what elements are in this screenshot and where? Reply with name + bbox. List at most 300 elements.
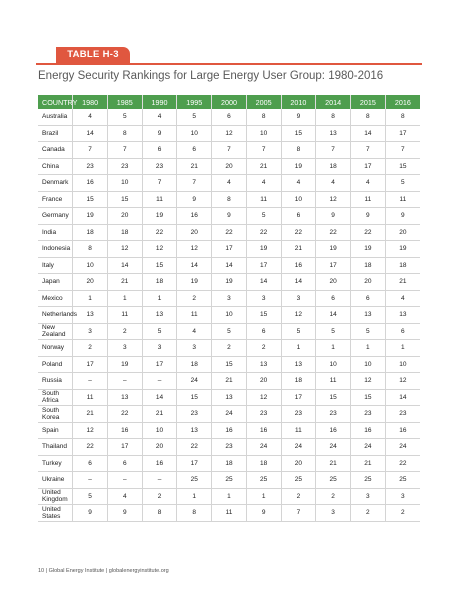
- rank-cell: 5: [246, 208, 281, 225]
- table-label-badge: TABLE H-3: [56, 47, 130, 63]
- rank-cell: 9: [212, 208, 247, 225]
- rank-cell: 3: [177, 340, 212, 357]
- rank-cell: 20: [212, 158, 247, 175]
- rank-cell: –: [142, 472, 177, 489]
- country-cell: New Zealand: [38, 323, 73, 340]
- rank-cell: 18: [73, 224, 108, 241]
- rank-cell: 2: [142, 488, 177, 505]
- rank-cell: 22: [316, 224, 351, 241]
- rank-cell: 2: [212, 340, 247, 357]
- rank-cell: 11: [281, 422, 316, 439]
- rank-cell: 11: [316, 373, 351, 390]
- rank-cell: 21: [246, 158, 281, 175]
- rank-cell: 7: [142, 175, 177, 192]
- table-row: [38, 191, 420, 208]
- rank-cell: 10: [212, 307, 247, 324]
- rank-cell: 14: [385, 389, 420, 406]
- rank-cell: 5: [281, 323, 316, 340]
- rank-cell: 7: [281, 505, 316, 522]
- rank-cell: 7: [246, 142, 281, 159]
- rank-cell: 8: [177, 505, 212, 522]
- country-cell: Italy: [38, 257, 73, 274]
- rank-cell: 11: [350, 191, 385, 208]
- rank-cell: 8: [212, 191, 247, 208]
- rank-cell: 16: [212, 422, 247, 439]
- table-row: [38, 455, 420, 472]
- rank-cell: 9: [385, 208, 420, 225]
- rank-cell: 14: [177, 257, 212, 274]
- rank-cell: 21: [350, 455, 385, 472]
- rank-cell: 9: [142, 125, 177, 142]
- rank-cell: 17: [142, 356, 177, 373]
- rank-cell: 20: [281, 455, 316, 472]
- page-footer: 10 | Global Energy Institute | globalenergyinstitute.org: [38, 568, 169, 574]
- rank-cell: 5: [212, 323, 247, 340]
- rank-cell: 23: [316, 406, 351, 423]
- table-row: [38, 307, 420, 324]
- rank-cell: 6: [107, 455, 142, 472]
- rank-cell: 7: [212, 142, 247, 159]
- rank-cell: 19: [316, 241, 351, 258]
- rank-cell: –: [107, 472, 142, 489]
- rank-cell: 12: [281, 307, 316, 324]
- table-row: [38, 208, 420, 225]
- rank-cell: 6: [316, 290, 351, 307]
- rank-cell: 20: [350, 274, 385, 291]
- rank-cell: 20: [316, 274, 351, 291]
- rank-cell: 4: [350, 175, 385, 192]
- rank-cell: 19: [177, 274, 212, 291]
- country-cell: Turkey: [38, 455, 73, 472]
- table-row: [38, 224, 420, 241]
- rank-cell: 4: [142, 109, 177, 125]
- rank-cell: 15: [316, 389, 351, 406]
- rank-cell: 17: [246, 257, 281, 274]
- country-cell: Denmark: [38, 175, 73, 192]
- rank-cell: 19: [212, 274, 247, 291]
- rank-cell: 2: [350, 505, 385, 522]
- rank-cell: 13: [316, 125, 351, 142]
- rank-cell: 6: [212, 109, 247, 125]
- rank-cell: 21: [281, 241, 316, 258]
- column-header-year: 2000: [212, 95, 247, 109]
- rank-cell: 23: [212, 439, 247, 456]
- rank-cell: 15: [281, 125, 316, 142]
- column-header-year: 2015: [350, 95, 385, 109]
- rank-cell: 2: [177, 290, 212, 307]
- rank-cell: 21: [316, 455, 351, 472]
- rank-cell: 21: [142, 406, 177, 423]
- rank-cell: 11: [246, 191, 281, 208]
- column-header-year: 1995: [177, 95, 212, 109]
- rank-cell: 13: [385, 307, 420, 324]
- rank-cell: 22: [385, 455, 420, 472]
- rank-cell: 11: [142, 191, 177, 208]
- rank-cell: 12: [385, 373, 420, 390]
- rank-cell: 23: [107, 158, 142, 175]
- rank-cell: 23: [142, 158, 177, 175]
- rank-cell: 4: [316, 175, 351, 192]
- rank-cell: –: [73, 472, 108, 489]
- rank-cell: 20: [177, 224, 212, 241]
- rank-cell: 9: [73, 505, 108, 522]
- rank-cell: 3: [107, 340, 142, 357]
- rank-cell: 10: [350, 356, 385, 373]
- title-rule: [36, 63, 422, 65]
- rank-cell: 2: [316, 488, 351, 505]
- rank-cell: 2: [107, 323, 142, 340]
- rank-cell: 2: [281, 488, 316, 505]
- rank-cell: 22: [177, 439, 212, 456]
- rank-cell: 22: [246, 224, 281, 241]
- rank-cell: 14: [350, 125, 385, 142]
- rank-cell: 7: [316, 142, 351, 159]
- rank-cell: 10: [316, 356, 351, 373]
- rank-cell: 1: [350, 340, 385, 357]
- rank-cell: 10: [281, 191, 316, 208]
- rank-cell: 23: [246, 406, 281, 423]
- rank-cell: 12: [246, 389, 281, 406]
- rank-cell: 1: [385, 340, 420, 357]
- country-cell: Ukraine: [38, 472, 73, 489]
- rank-cell: 19: [107, 356, 142, 373]
- rank-cell: 13: [142, 307, 177, 324]
- rank-cell: 11: [107, 307, 142, 324]
- rank-cell: 8: [107, 125, 142, 142]
- rank-cell: 12: [212, 125, 247, 142]
- rank-cell: 16: [177, 208, 212, 225]
- rank-cell: 23: [73, 158, 108, 175]
- country-cell: India: [38, 224, 73, 241]
- rank-cell: 13: [177, 422, 212, 439]
- rank-cell: 13: [281, 356, 316, 373]
- rank-cell: 22: [142, 224, 177, 241]
- rank-cell: 24: [177, 373, 212, 390]
- rank-cell: 9: [177, 191, 212, 208]
- rank-cell: 5: [142, 323, 177, 340]
- rank-cell: 21: [73, 406, 108, 423]
- rank-cell: 19: [350, 241, 385, 258]
- rank-cell: 5: [107, 109, 142, 125]
- rank-cell: 9: [246, 505, 281, 522]
- rank-cell: 17: [316, 257, 351, 274]
- rank-cell: 14: [316, 307, 351, 324]
- rank-cell: 15: [350, 389, 385, 406]
- rank-cell: 4: [73, 109, 108, 125]
- rank-cell: 5: [73, 488, 108, 505]
- rank-cell: 25: [385, 472, 420, 489]
- rank-cell: 16: [142, 455, 177, 472]
- rank-cell: 3: [281, 290, 316, 307]
- table-row: [38, 241, 420, 258]
- rank-cell: 12: [107, 241, 142, 258]
- rank-cell: 7: [73, 142, 108, 159]
- country-cell: Thailand: [38, 439, 73, 456]
- rank-cell: 17: [385, 125, 420, 142]
- rank-cell: 17: [177, 455, 212, 472]
- rank-cell: 22: [281, 224, 316, 241]
- rank-cell: 1: [281, 340, 316, 357]
- rank-cell: 18: [212, 455, 247, 472]
- rank-cell: 1: [107, 290, 142, 307]
- country-cell: South Korea: [38, 406, 73, 423]
- rank-cell: 25: [350, 472, 385, 489]
- rank-cell: 4: [212, 175, 247, 192]
- table-row: [38, 257, 420, 274]
- country-cell: Germany: [38, 208, 73, 225]
- column-header-year: 1980: [73, 95, 108, 109]
- rank-cell: 11: [177, 307, 212, 324]
- country-cell: Indonesia: [38, 241, 73, 258]
- column-header-year: 2016: [385, 95, 420, 109]
- rank-cell: 7: [385, 142, 420, 159]
- rank-cell: 18: [177, 356, 212, 373]
- rank-cell: 11: [385, 191, 420, 208]
- rank-cell: 18: [246, 455, 281, 472]
- rank-cell: 23: [350, 406, 385, 423]
- rank-cell: 13: [212, 389, 247, 406]
- table-row: [38, 389, 420, 406]
- rank-cell: 18: [350, 257, 385, 274]
- rank-cell: 22: [73, 439, 108, 456]
- rank-cell: 6: [177, 142, 212, 159]
- rank-cell: 17: [73, 356, 108, 373]
- rank-cell: 14: [73, 125, 108, 142]
- rank-cell: 6: [73, 455, 108, 472]
- rank-cell: 3: [142, 340, 177, 357]
- rank-cell: 16: [316, 422, 351, 439]
- rank-cell: –: [73, 373, 108, 390]
- table-row: [38, 142, 420, 159]
- rank-cell: 10: [385, 356, 420, 373]
- rank-cell: 3: [73, 323, 108, 340]
- rank-cell: 16: [246, 422, 281, 439]
- rank-cell: 13: [350, 307, 385, 324]
- rank-cell: 1: [142, 290, 177, 307]
- rank-cell: 12: [316, 191, 351, 208]
- rank-cell: 23: [385, 406, 420, 423]
- rank-cell: 5: [385, 175, 420, 192]
- rank-cell: 19: [142, 208, 177, 225]
- rank-cell: 17: [212, 241, 247, 258]
- rank-cell: 15: [212, 356, 247, 373]
- rank-cell: 19: [281, 158, 316, 175]
- rank-cell: 6: [246, 323, 281, 340]
- rank-cell: 1: [316, 340, 351, 357]
- rank-cell: 14: [107, 257, 142, 274]
- country-cell: United Kingdom: [38, 488, 73, 505]
- rank-cell: 6: [385, 323, 420, 340]
- rank-cell: 3: [350, 488, 385, 505]
- rank-cell: 7: [350, 142, 385, 159]
- rank-cell: 10: [142, 422, 177, 439]
- table-row: [38, 109, 420, 125]
- rank-cell: 2: [385, 505, 420, 522]
- rank-cell: 5: [350, 323, 385, 340]
- rank-cell: 2: [73, 340, 108, 357]
- table-row: [38, 158, 420, 175]
- rank-cell: 11: [212, 505, 247, 522]
- rank-cell: 9: [281, 109, 316, 125]
- rank-cell: 20: [107, 208, 142, 225]
- rank-cell: –: [107, 373, 142, 390]
- rank-cell: 15: [142, 257, 177, 274]
- rank-cell: 24: [316, 439, 351, 456]
- country-cell: Australia: [38, 109, 73, 125]
- rank-cell: 18: [316, 158, 351, 175]
- rank-cell: 15: [177, 389, 212, 406]
- rank-cell: 22: [350, 224, 385, 241]
- rank-cell: 21: [177, 158, 212, 175]
- rank-cell: 20: [142, 439, 177, 456]
- rank-cell: 12: [73, 422, 108, 439]
- rank-cell: 25: [246, 472, 281, 489]
- rank-cell: 8: [281, 142, 316, 159]
- rank-cell: 24: [212, 406, 247, 423]
- column-header-year: 1990: [142, 95, 177, 109]
- rank-cell: 4: [385, 290, 420, 307]
- rank-cell: 8: [142, 505, 177, 522]
- rank-cell: 4: [107, 488, 142, 505]
- rank-cell: 9: [350, 208, 385, 225]
- country-cell: Canada: [38, 142, 73, 159]
- country-cell: Mexico: [38, 290, 73, 307]
- rank-cell: 22: [212, 224, 247, 241]
- rank-cell: 15: [107, 191, 142, 208]
- rank-cell: 17: [350, 158, 385, 175]
- rank-cell: 8: [73, 241, 108, 258]
- rank-cell: 23: [177, 406, 212, 423]
- column-header-year: 2014: [316, 95, 351, 109]
- rank-cell: 25: [212, 472, 247, 489]
- rank-cell: 15: [385, 158, 420, 175]
- rank-cell: 6: [281, 208, 316, 225]
- column-header-country: COUNTRY: [38, 95, 73, 109]
- table-row: [38, 356, 420, 373]
- table-row: [38, 340, 420, 357]
- rank-cell: 24: [281, 439, 316, 456]
- rank-cell: 8: [246, 109, 281, 125]
- column-header-year: 1985: [107, 95, 142, 109]
- rank-cell: 4: [177, 323, 212, 340]
- rank-cell: 16: [73, 175, 108, 192]
- rank-cell: 12: [177, 241, 212, 258]
- rank-cell: 3: [212, 290, 247, 307]
- rank-cell: 25: [281, 472, 316, 489]
- rank-cell: 1: [73, 290, 108, 307]
- rank-cell: 25: [316, 472, 351, 489]
- rank-cell: 24: [385, 439, 420, 456]
- rank-cell: 10: [246, 125, 281, 142]
- country-cell: China: [38, 158, 73, 175]
- rank-cell: 17: [281, 389, 316, 406]
- country-cell: Poland: [38, 356, 73, 373]
- rank-cell: 9: [316, 208, 351, 225]
- rank-cell: 4: [246, 175, 281, 192]
- rank-cell: 3: [385, 488, 420, 505]
- rank-cell: 5: [177, 109, 212, 125]
- rank-cell: 12: [350, 373, 385, 390]
- table-row: [38, 274, 420, 291]
- rank-cell: 7: [177, 175, 212, 192]
- rank-cell: 6: [350, 290, 385, 307]
- country-cell: Netherlands: [38, 307, 73, 324]
- page-title: Energy Security Rankings for Large Energy User Group: 1980-2016: [38, 70, 384, 82]
- rank-cell: 1: [246, 488, 281, 505]
- table-header-row: [38, 95, 420, 109]
- rank-cell: 10: [73, 257, 108, 274]
- table-row: [38, 472, 420, 489]
- table-row: [38, 422, 420, 439]
- table-row: [38, 505, 420, 522]
- rank-cell: 1: [177, 488, 212, 505]
- rank-cell: 19: [73, 208, 108, 225]
- rank-cell: 20: [73, 274, 108, 291]
- rank-cell: 25: [177, 472, 212, 489]
- rank-cell: 14: [212, 257, 247, 274]
- rank-cell: 9: [107, 505, 142, 522]
- table-row: [38, 439, 420, 456]
- rank-cell: 14: [281, 274, 316, 291]
- rank-cell: 5: [316, 323, 351, 340]
- rank-cell: 14: [142, 389, 177, 406]
- rank-cell: 17: [107, 439, 142, 456]
- country-cell: Spain: [38, 422, 73, 439]
- country-cell: United States: [38, 505, 73, 522]
- country-cell: Japan: [38, 274, 73, 291]
- rank-cell: 4: [281, 175, 316, 192]
- rank-cell: 7: [107, 142, 142, 159]
- table-row: [38, 373, 420, 390]
- rank-cell: 18: [385, 257, 420, 274]
- rank-cell: 1: [212, 488, 247, 505]
- rank-cell: 21: [212, 373, 247, 390]
- country-cell: Norway: [38, 340, 73, 357]
- rank-cell: 8: [350, 109, 385, 125]
- rank-cell: 24: [350, 439, 385, 456]
- rank-cell: 20: [385, 224, 420, 241]
- rank-cell: 15: [73, 191, 108, 208]
- rank-cell: 22: [107, 406, 142, 423]
- rank-cell: 18: [142, 274, 177, 291]
- rank-cell: 16: [281, 257, 316, 274]
- rank-cell: 23: [281, 406, 316, 423]
- rank-cell: 10: [177, 125, 212, 142]
- rank-cell: 6: [142, 142, 177, 159]
- country-cell: South Africa: [38, 389, 73, 406]
- rank-cell: 16: [107, 422, 142, 439]
- rank-cell: 14: [246, 274, 281, 291]
- rank-cell: 3: [316, 505, 351, 522]
- country-cell: Brazil: [38, 125, 73, 142]
- rank-cell: –: [142, 373, 177, 390]
- table-row: [38, 406, 420, 423]
- country-cell: Russia: [38, 373, 73, 390]
- rank-cell: 16: [385, 422, 420, 439]
- table-row: [38, 290, 420, 307]
- table-row: [38, 323, 420, 340]
- rank-cell: 8: [385, 109, 420, 125]
- rank-cell: 13: [73, 307, 108, 324]
- column-header-year: 2005: [246, 95, 281, 109]
- rank-cell: 19: [246, 241, 281, 258]
- rank-cell: 21: [385, 274, 420, 291]
- rank-cell: 19: [385, 241, 420, 258]
- rank-cell: 10: [107, 175, 142, 192]
- rank-cell: 11: [73, 389, 108, 406]
- rank-cell: 3: [246, 290, 281, 307]
- table-row: [38, 125, 420, 142]
